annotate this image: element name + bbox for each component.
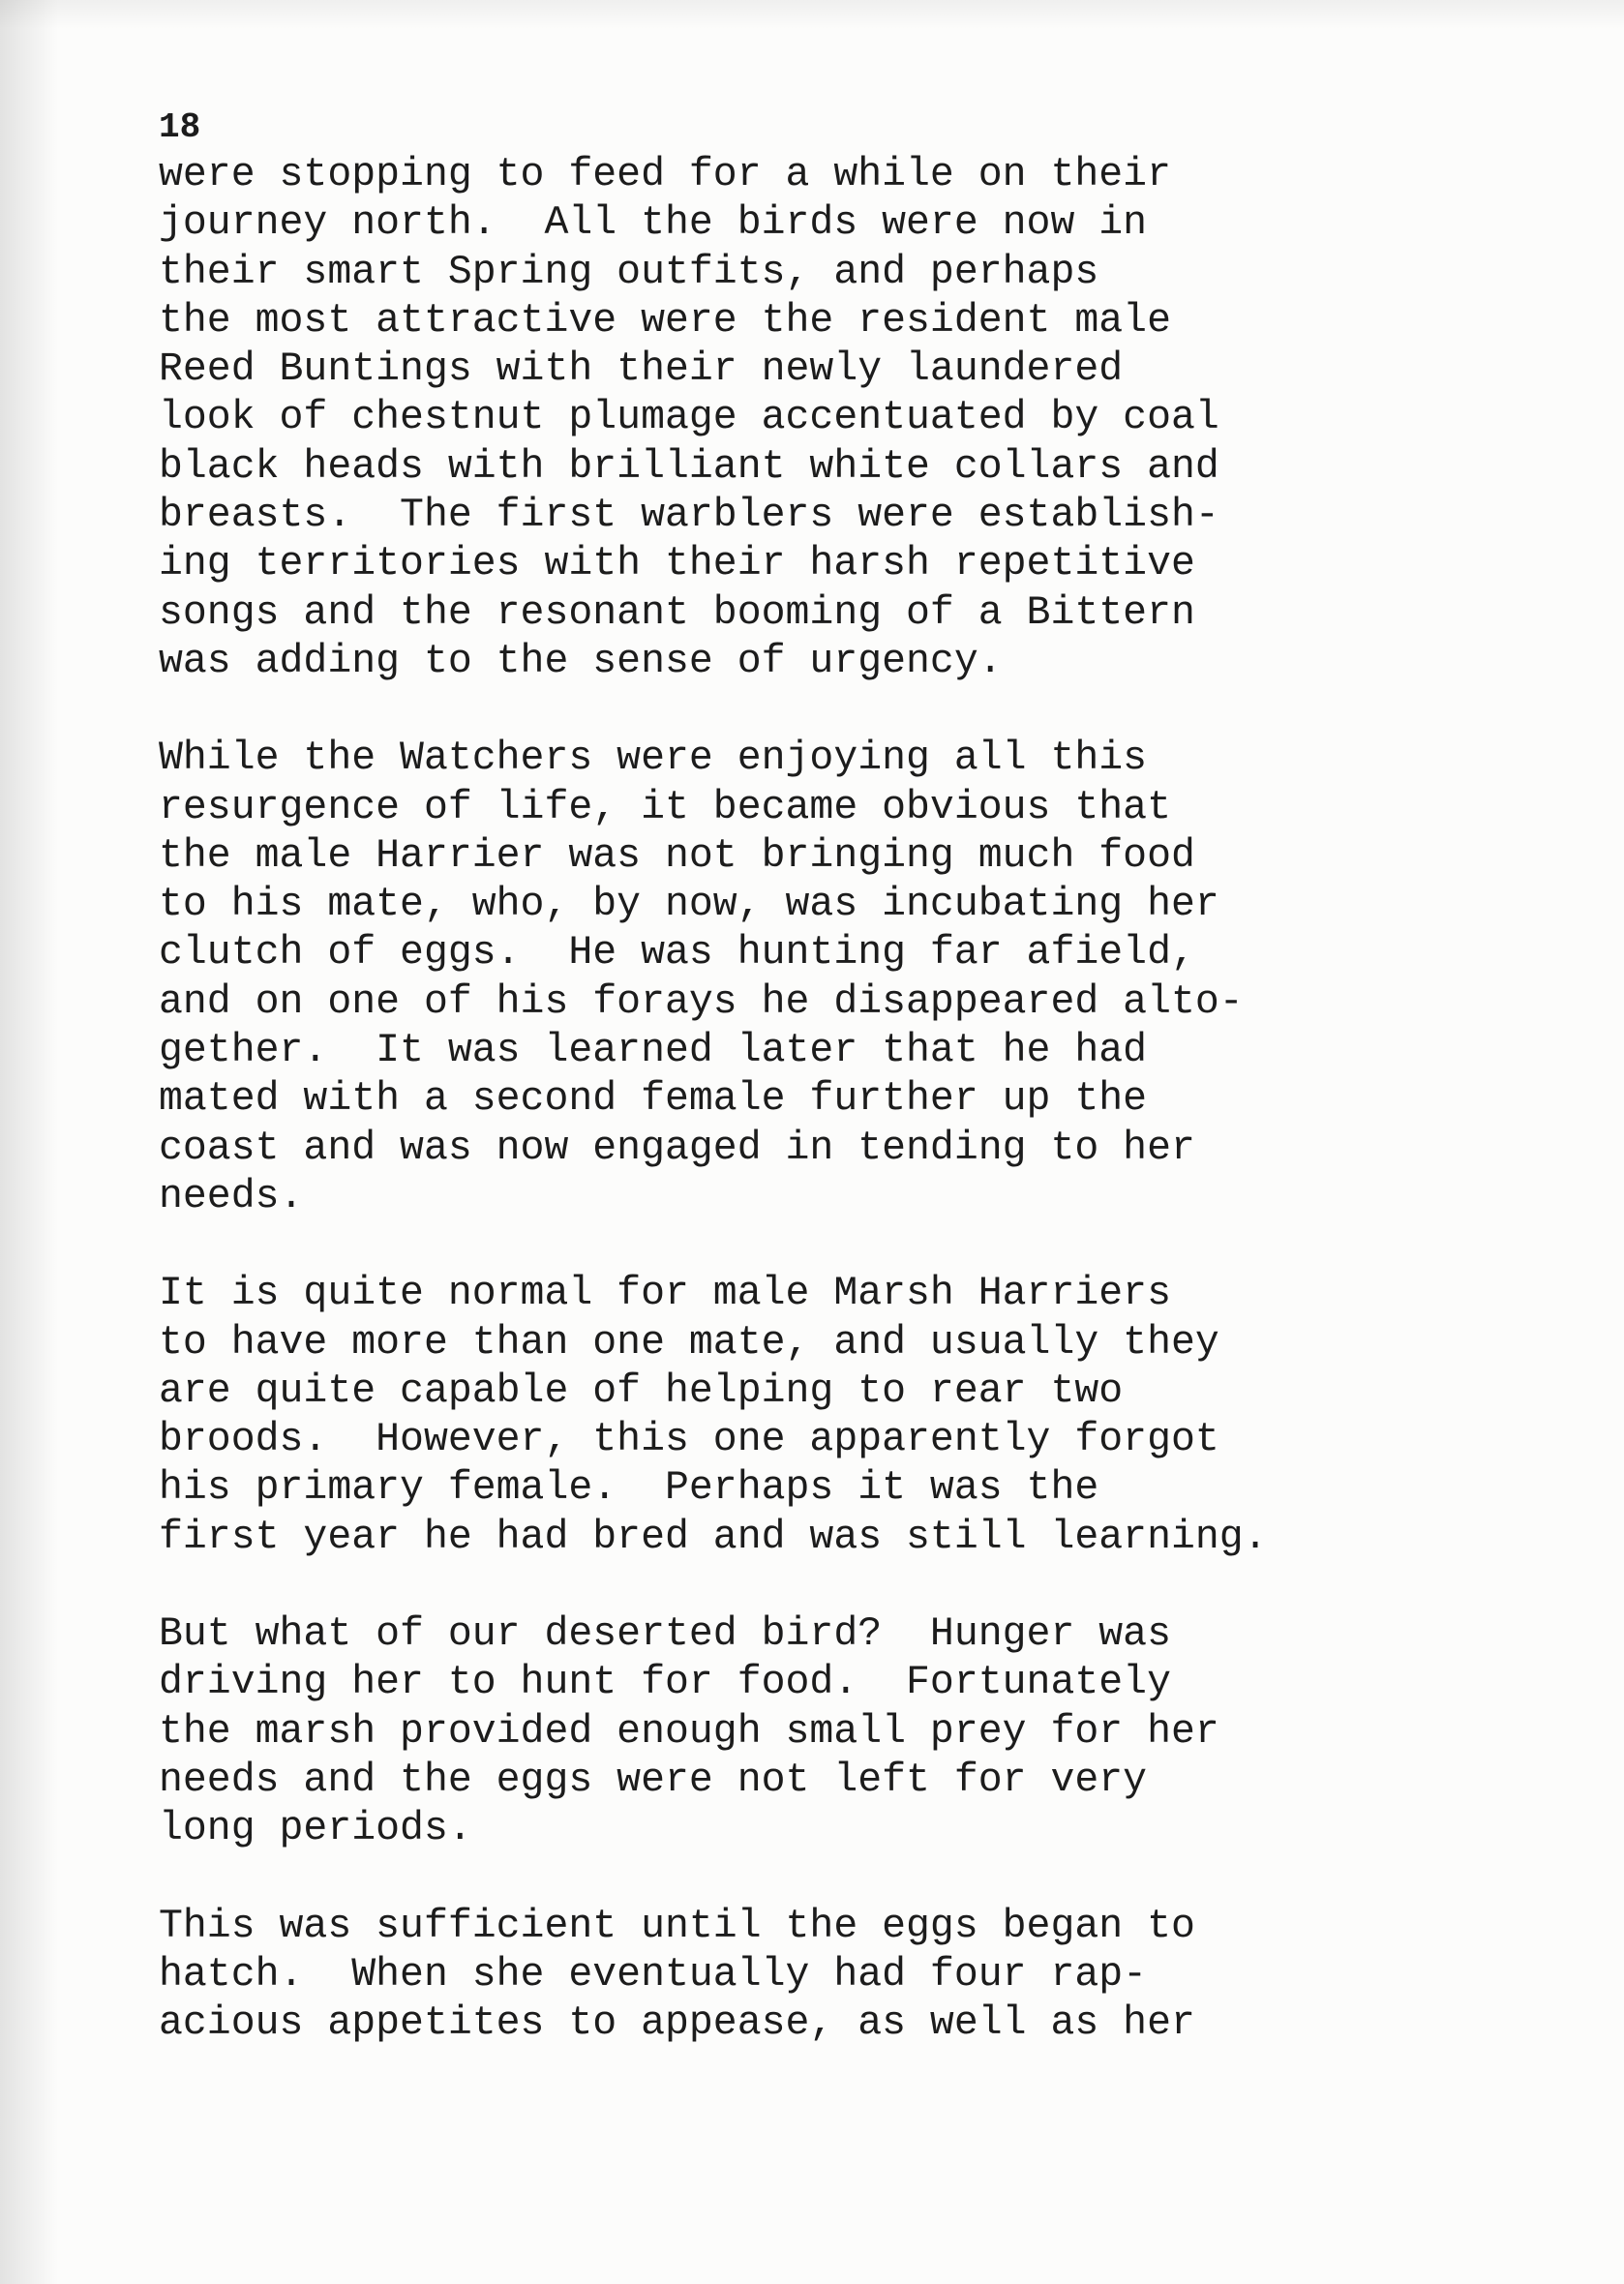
text-line: mated with a second female further up the [159, 1076, 1148, 1123]
text-line: were stopping to feed for a while on their [159, 152, 1171, 197]
paragraph-1 [159, 151, 1514, 686]
text-line: songs and the resonant booming of a Bittern [159, 589, 1195, 636]
text-line: ing territories with their harsh repetitive [159, 541, 1195, 587]
text-line: driving her to hunt for food. Fortunately [159, 1660, 1171, 1706]
text-line: the marsh provided enough small prey for her [159, 1708, 1219, 1755]
text-line: his primary female. Perhaps it was the [159, 1465, 1099, 1512]
text-line: and on one of his forays he disappeared alto- [159, 978, 1244, 1025]
text-line: black heads with brilliant white collars and [159, 443, 1219, 490]
text-line: broods. However, this one apparently forgot [159, 1417, 1219, 1463]
text-line: But what of our deserted bird? Hunger was [159, 1611, 1171, 1658]
page-number: 18 [159, 107, 201, 147]
text-line: It is quite normal for male Marsh Harriers [159, 1271, 1171, 1317]
text-line: the most attractive were the resident male [159, 297, 1171, 344]
text-line: are quite capable of helping to rear two [159, 1367, 1124, 1414]
paragraph-5 [159, 1903, 1514, 2049]
text-line: hatch. When she eventually had four rap- [159, 1951, 1148, 1998]
page-edge-shadow [0, 0, 58, 2284]
text-line: gether. It was learned later that he had [159, 1028, 1148, 1074]
text-line: their smart Spring outfits, and perhaps [159, 249, 1099, 295]
paragraph-4 [159, 1610, 1514, 1853]
text-line: to have more than one mate, and usually they [159, 1319, 1219, 1366]
text-line: Reed Buntings with their newly laundered [159, 346, 1124, 393]
text-line: was adding to the sense of urgency. [159, 638, 1003, 684]
text-line: coast and was now engaged in tending to her [159, 1125, 1195, 1171]
text-line: clutch of eggs. He was hunting far afield, [159, 930, 1195, 977]
text-line: to his mate, who, by now, was incubating her [159, 882, 1219, 928]
text-line: first year he had bred and was still learning. [159, 1514, 1268, 1560]
paragraph-3 [159, 1270, 1514, 1562]
text-line: long periods. [159, 1806, 472, 1852]
text-line: acious appetites to appease, as well as her [159, 2000, 1195, 2047]
text-line: journey north. All the birds were now in [159, 200, 1148, 247]
text-line: breasts. The first warblers were establish- [159, 493, 1219, 539]
paragraph-2 [159, 735, 1514, 1221]
text-line: resurgence of life, it became obvious that [159, 784, 1171, 830]
text-line: While the Watchers were enjoying all this [159, 736, 1148, 782]
text-line: look of chestnut plumage accentuated by coal [159, 395, 1219, 441]
text-line: needs and the eggs were not left for very [159, 1757, 1148, 1803]
text-line: This was sufficient until the eggs began to [159, 1903, 1195, 1949]
text-line: the male Harrier was not bringing much food [159, 832, 1195, 879]
text-line: needs. [159, 1173, 304, 1219]
page-top-shadow [0, 0, 1624, 29]
body-text [159, 151, 1514, 2096]
